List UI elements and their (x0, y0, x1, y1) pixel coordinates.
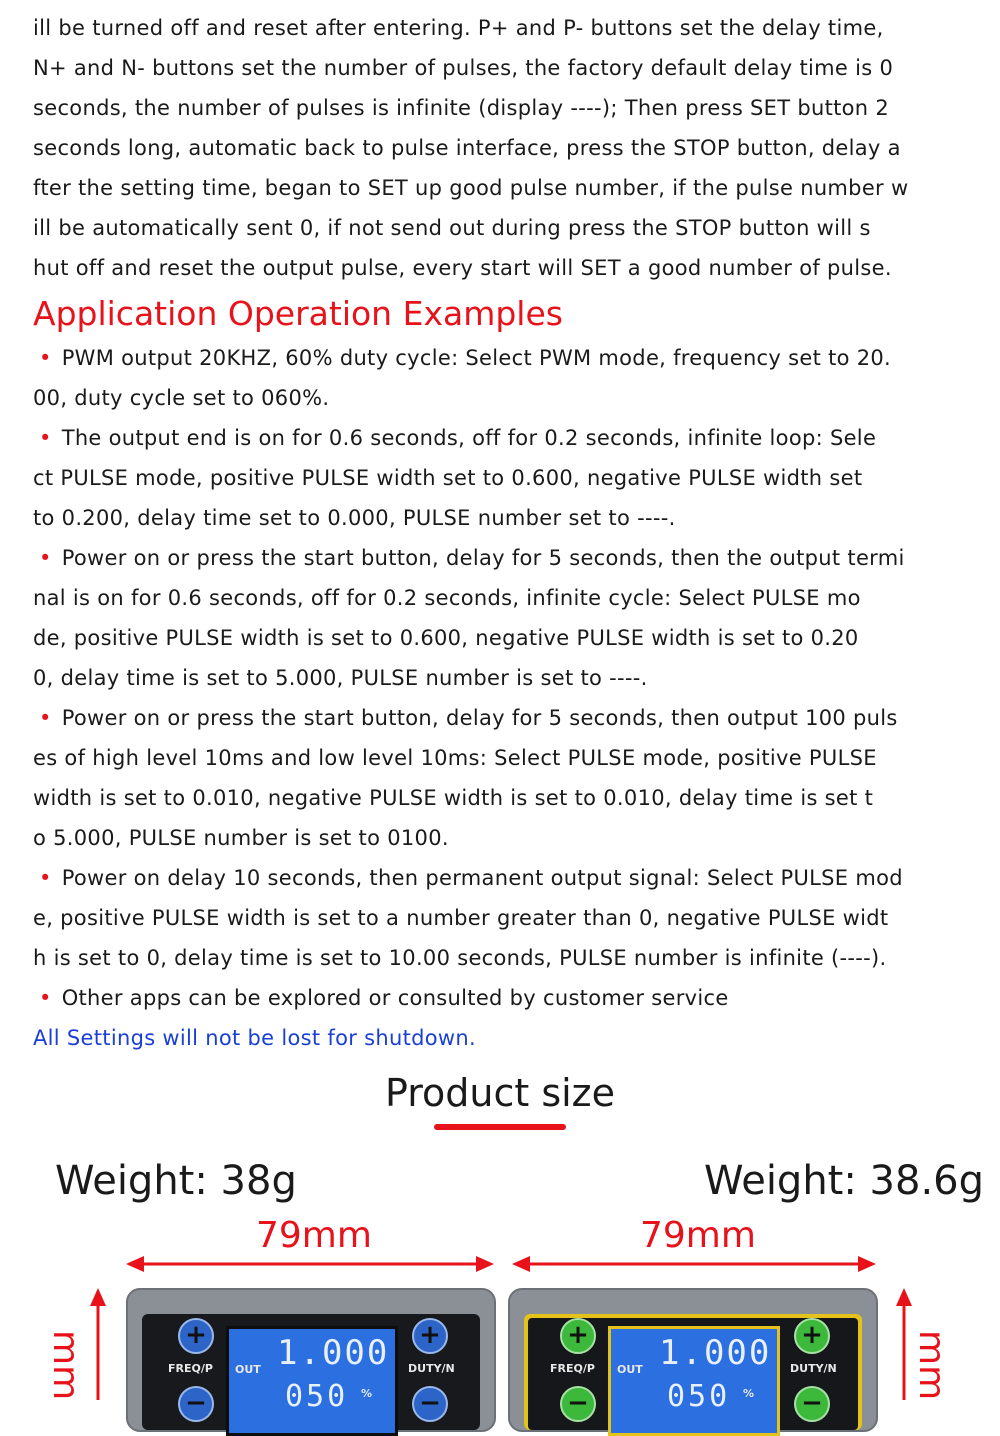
display-duty: 050 (667, 1379, 731, 1414)
intro-line: ill be automatically sent 0, if not send out during press the STOP button will s (33, 216, 871, 240)
device-right (508, 1288, 878, 1432)
intro-line: fter the setting time, began to SET up good pulse number, if the pulse number w (33, 176, 909, 200)
example-text: to 0.200, delay time set to 0.000, PULSE number set to ----. (33, 506, 676, 530)
freq-label: FREQ/P (550, 1362, 595, 1375)
device-faceplate (524, 1314, 862, 1430)
duty-label: DUTY/N (790, 1362, 837, 1375)
bullet-icon: • (39, 346, 52, 370)
weight-left: Weight: 38g (55, 1158, 297, 1204)
intro-line: seconds long, automatic back to pulse interface, press the STOP button, delay a (33, 136, 901, 160)
percent-label: % (361, 1387, 373, 1400)
duty-label: DUTY/N (408, 1362, 455, 1375)
intro-line: N+ and N- buttons set the number of pulses, the factory default delay time is 0 (33, 56, 894, 80)
display-frequency: 1.000 (659, 1333, 772, 1373)
example-text: Other apps can be explored or consulted by customer service (61, 986, 729, 1010)
example-text: width is set to 0.010, negative PULSE width is set to 0.010, delay time is set t (33, 786, 874, 810)
example-text: de, positive PULSE width is set to 0.600, negative PULSE width is set to 0.20 (33, 626, 859, 650)
example-text: The output end is on for 0.6 seconds, off for 0.2 seconds, infinite loop: Sele (61, 426, 877, 450)
minus-button-left-icon: − (178, 1386, 214, 1422)
width-dimension-right: 79mm (640, 1215, 756, 1256)
example-text: o 5.000, PULSE number is set to 0100. (33, 826, 449, 850)
bullet-icon: • (39, 706, 52, 730)
example-text: h is set to 0, delay time is set to 10.00 seconds, PULSE number is infinite (----). (33, 946, 887, 970)
plus-button-left-icon: + (178, 1318, 214, 1354)
intro-line: seconds, the number of pulses is infinite (display ----); Then press SET button 2 (33, 96, 890, 120)
display-frequency: 1.000 (277, 1333, 390, 1373)
example-text: ct PULSE mode, positive PULSE width set to 0.600, negative PULSE width set (33, 466, 863, 490)
bullet-icon: • (39, 426, 52, 450)
plus-button-right-icon: + (412, 1318, 448, 1354)
example-text: PWM output 20KHZ, 60% duty cycle: Select PWM mode, frequency set to 20. (61, 346, 892, 370)
percent-label: % (743, 1387, 755, 1400)
bullet-icon: • (39, 986, 52, 1010)
example-text: Power on or press the start button, delay for 5 seconds, then output 100 puls (61, 706, 898, 730)
example-text: Power on or press the start button, delay for 5 seconds, then the output termi (61, 546, 905, 570)
intro-line: hut off and reset the output pulse, every start will SET a good number of pulse. (33, 256, 892, 280)
device-faceplate (142, 1314, 480, 1430)
section-title: Application Operation Examples (33, 294, 563, 333)
weight-right: Weight: 38.6g (704, 1158, 984, 1204)
plus-button-right-icon: + (794, 1318, 830, 1354)
minus-button-right-icon: − (794, 1386, 830, 1422)
display-duty: 050 (285, 1379, 349, 1414)
out-label: OUT (235, 1363, 261, 1376)
height-dimension-right: mm (911, 1330, 952, 1401)
lcd-screen (608, 1326, 780, 1436)
example-text: Power on delay 10 seconds, then permanent output signal: Select PULSE mod (61, 866, 903, 890)
bullet-icon: • (39, 546, 52, 570)
example-text: 00, duty cycle set to 060%. (33, 386, 330, 410)
freq-label: FREQ/P (168, 1362, 213, 1375)
lcd-screen (226, 1326, 398, 1436)
example-text: es of high level 10ms and low level 10ms: Select PULSE mode, positive PULSE (33, 746, 877, 770)
height-dimension-left: mm (45, 1330, 86, 1401)
width-dimension-left: 79mm (256, 1215, 372, 1256)
bullet-icon: • (39, 866, 52, 890)
example-text: e, positive PULSE width is set to a number greater than 0, negative PULSE widt (33, 906, 889, 930)
intro-line: ill be turned off and reset after entering. P+ and P- buttons set the delay time, (33, 16, 884, 40)
example-text: 0, delay time is set to 5.000, PULSE number is set to ----. (33, 666, 648, 690)
product-size-title: Product size (384, 1071, 616, 1115)
example-text: nal is on for 0.6 seconds, off for 0.2 seconds, infinite cycle: Select PULSE mo (33, 586, 861, 610)
minus-button-right-icon: − (412, 1386, 448, 1422)
device-left (126, 1288, 496, 1432)
shutdown-note: All Settings will not be lost for shutdown. (33, 1026, 476, 1050)
minus-button-left-icon: − (560, 1386, 596, 1422)
plus-button-left-icon: + (560, 1318, 596, 1354)
out-label: OUT (617, 1363, 643, 1376)
